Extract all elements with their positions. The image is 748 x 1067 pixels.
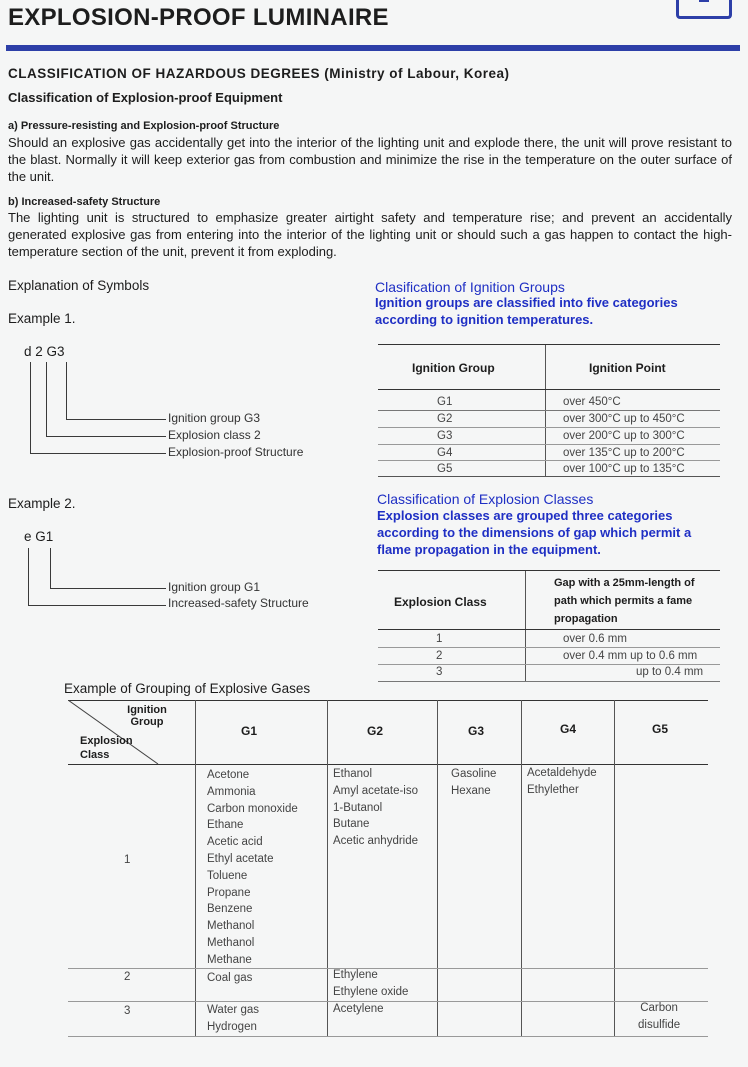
explosion-classes-description: Explosion classes are grouped three categories according to the dimensions of gap which permit a flame propagation in the equipment. <box>377 508 692 557</box>
bracket-line <box>50 588 166 589</box>
gas-list-g2 <box>333 766 418 850</box>
gas-name: Acetaldehyde <box>527 767 597 779</box>
bracket-line <box>30 453 166 454</box>
gas-list-g1 <box>207 767 298 969</box>
section-b-label: b) Increased-safety Structure <box>8 196 161 208</box>
bracket-line <box>28 548 29 605</box>
explosion-class-cell: 1 <box>436 633 443 645</box>
gas-name: Hydrogen <box>207 1020 257 1033</box>
gas-name: Ethylether <box>527 783 579 796</box>
example2-annotation: Ignition group G1 <box>168 580 261 594</box>
gas-name: Gasoline <box>451 768 497 780</box>
gas-list-g5 <box>638 1000 680 1034</box>
example2-code: e G1 <box>24 529 54 544</box>
gas-name: Acetic acid <box>207 836 263 849</box>
gas-name: Carbon <box>640 1002 678 1014</box>
gas-name: Methane <box>207 953 252 966</box>
group-header-g5: G5 <box>652 722 669 736</box>
corner-explosion-class: Explosion Class <box>80 735 133 761</box>
example1-annotation: Ignition group G3 <box>168 411 261 425</box>
gas-name: Propane <box>207 886 251 899</box>
ignition-point-cell: over 100°C up to 135°C <box>563 463 685 475</box>
example1-annotation: Explosion-proof Structure <box>168 445 304 459</box>
explosion-classes-table <box>378 570 720 682</box>
ignition-point-cell: over 135°C up to 200°C <box>563 447 685 459</box>
explosion-gap-cell: over 0.4 mm up to 0.6 mm <box>563 650 698 662</box>
example1-annotation: Explosion class 2 <box>168 428 261 442</box>
gas-list-g1 <box>207 970 252 987</box>
gas-list-g4 <box>527 765 597 799</box>
header-rule <box>6 45 740 51</box>
gas-name: Carbon monoxide <box>207 802 298 815</box>
explosion-classes-heading: Classification of Explosion Classes <box>377 491 594 507</box>
gas-name: Ethane <box>207 819 244 832</box>
gas-name: Methanol <box>207 936 255 949</box>
bracket-line <box>66 419 166 420</box>
ignition-group-cell: G5 <box>437 463 453 475</box>
ignition-point-cell: over 200°C up to 300°C <box>563 430 685 442</box>
gas-list-g2 <box>333 1001 384 1018</box>
explosion-col-header: Explosion Class <box>394 595 487 609</box>
ignition-group-cell: G1 <box>437 396 453 408</box>
gas-name: Ethyl acetate <box>207 852 274 865</box>
example1-label: Example 1. <box>8 311 76 326</box>
gas-name: Ethanol <box>333 768 373 780</box>
page-title: EXPLOSION-PROOF LUMINAIRE <box>8 4 389 31</box>
explosion-gap-cell: over 0.6 mm <box>563 633 627 645</box>
ignition-point-cell: over 300°C up to 450°C <box>563 413 685 425</box>
gas-list-g2 <box>333 967 408 1001</box>
gas-name: Acetylene <box>333 1003 384 1015</box>
ignition-col-header: Ignition Point <box>589 361 666 375</box>
gas-name: Benzene <box>207 903 253 916</box>
gas-name: 1-Butanol <box>333 801 383 814</box>
ignition-point-cell: over 450°C <box>563 396 621 408</box>
class-label: 3 <box>124 1005 131 1017</box>
section-a-text: Should an explosive gas accidentally get into the interior of the lighting unit and explode there, the unit will prove resistant to the blast. Normally it will keep exterior gas from combustion and minimize the rise in the temperature on the outer surface of the unit. <box>8 135 732 184</box>
bracket-line <box>50 548 51 588</box>
gas-name: Butane <box>333 818 370 831</box>
explosion-gap-cell: up to 0.4 mm <box>636 666 704 678</box>
bracket-line <box>46 436 166 437</box>
group-header-g1: G1 <box>241 724 258 738</box>
section-a-label: a) Pressure-resisting and Explosion-proof Structure <box>8 120 280 132</box>
gas-name: Water gas <box>207 1004 259 1016</box>
gas-name: Acetone <box>207 769 250 781</box>
bracket-line <box>30 362 31 454</box>
explosion-class-cell: 2 <box>436 650 443 662</box>
class-label: 2 <box>124 971 131 983</box>
gas-list-g1 <box>207 1002 259 1036</box>
gas-name: Methanol <box>207 920 255 933</box>
corner-ignition-group: Ignition Group <box>127 704 167 728</box>
gas-name: disulfide <box>638 1018 681 1031</box>
gas-name: Acetic anhydride <box>333 835 419 848</box>
grouping-heading: Example of Grouping of Explosive Gases <box>64 681 311 696</box>
group-header-g3: G3 <box>468 724 485 738</box>
gas-name: Ethylene oxide <box>333 985 409 998</box>
ignition-group-cell: G4 <box>437 447 453 459</box>
symbols-heading: Explanation of Symbols <box>8 278 150 293</box>
bracket-line <box>28 605 166 606</box>
section-b-text: The lighting unit is structured to emphasize greater airtight safety and temperature rise; and prevent an accidentally generated explosive gas from entering into the interior of the lighting unit or should such a gas happen to contact the high-temperature section of the unit, prevent it from exploding. <box>8 210 732 259</box>
ignition-col-header: Ignition Group <box>412 361 495 375</box>
gas-name: Hexane <box>451 784 491 797</box>
ignition-groups-table <box>378 344 720 476</box>
group-header-g2: G2 <box>367 724 384 738</box>
gas-name: Coal gas <box>207 972 253 984</box>
classification-heading: CLASSIFICATION OF HAZARDOUS DEGREES (Ministry of Labour, Korea) <box>8 66 510 81</box>
logo-icon <box>676 0 732 19</box>
explosion-class-cell: 3 <box>436 666 443 678</box>
ignition-groups-description: Ignition groups are classified into five categories according to ignition temperatures. <box>375 295 678 327</box>
example1-code: d 2 G3 <box>24 344 65 359</box>
bracket-line <box>46 362 47 437</box>
classification-subheading: Classification of Explosion-proof Equipment <box>8 90 283 105</box>
class-label: 1 <box>124 854 131 866</box>
example2-label: Example 2. <box>8 496 76 511</box>
ignition-group-cell: G2 <box>437 413 453 425</box>
ignition-groups-heading: Clasification of Ignition Groups <box>375 279 565 295</box>
bracket-line <box>66 362 67 419</box>
group-header-g4: G4 <box>560 722 577 736</box>
gas-name: Amyl acetate-iso <box>333 784 419 797</box>
gas-name: Ethylene <box>333 969 378 981</box>
gas-name: Ammonia <box>207 785 256 798</box>
explosion-col-header: Gap with a 25mm-length of path which permits a fame propagation <box>554 577 695 625</box>
grouping-table <box>68 700 708 1040</box>
example2-annotation: Increased-safety Structure <box>168 596 309 610</box>
gas-name: Toluene <box>207 869 248 882</box>
ignition-group-cell: G3 <box>437 430 453 442</box>
gas-list-g3 <box>451 766 496 800</box>
